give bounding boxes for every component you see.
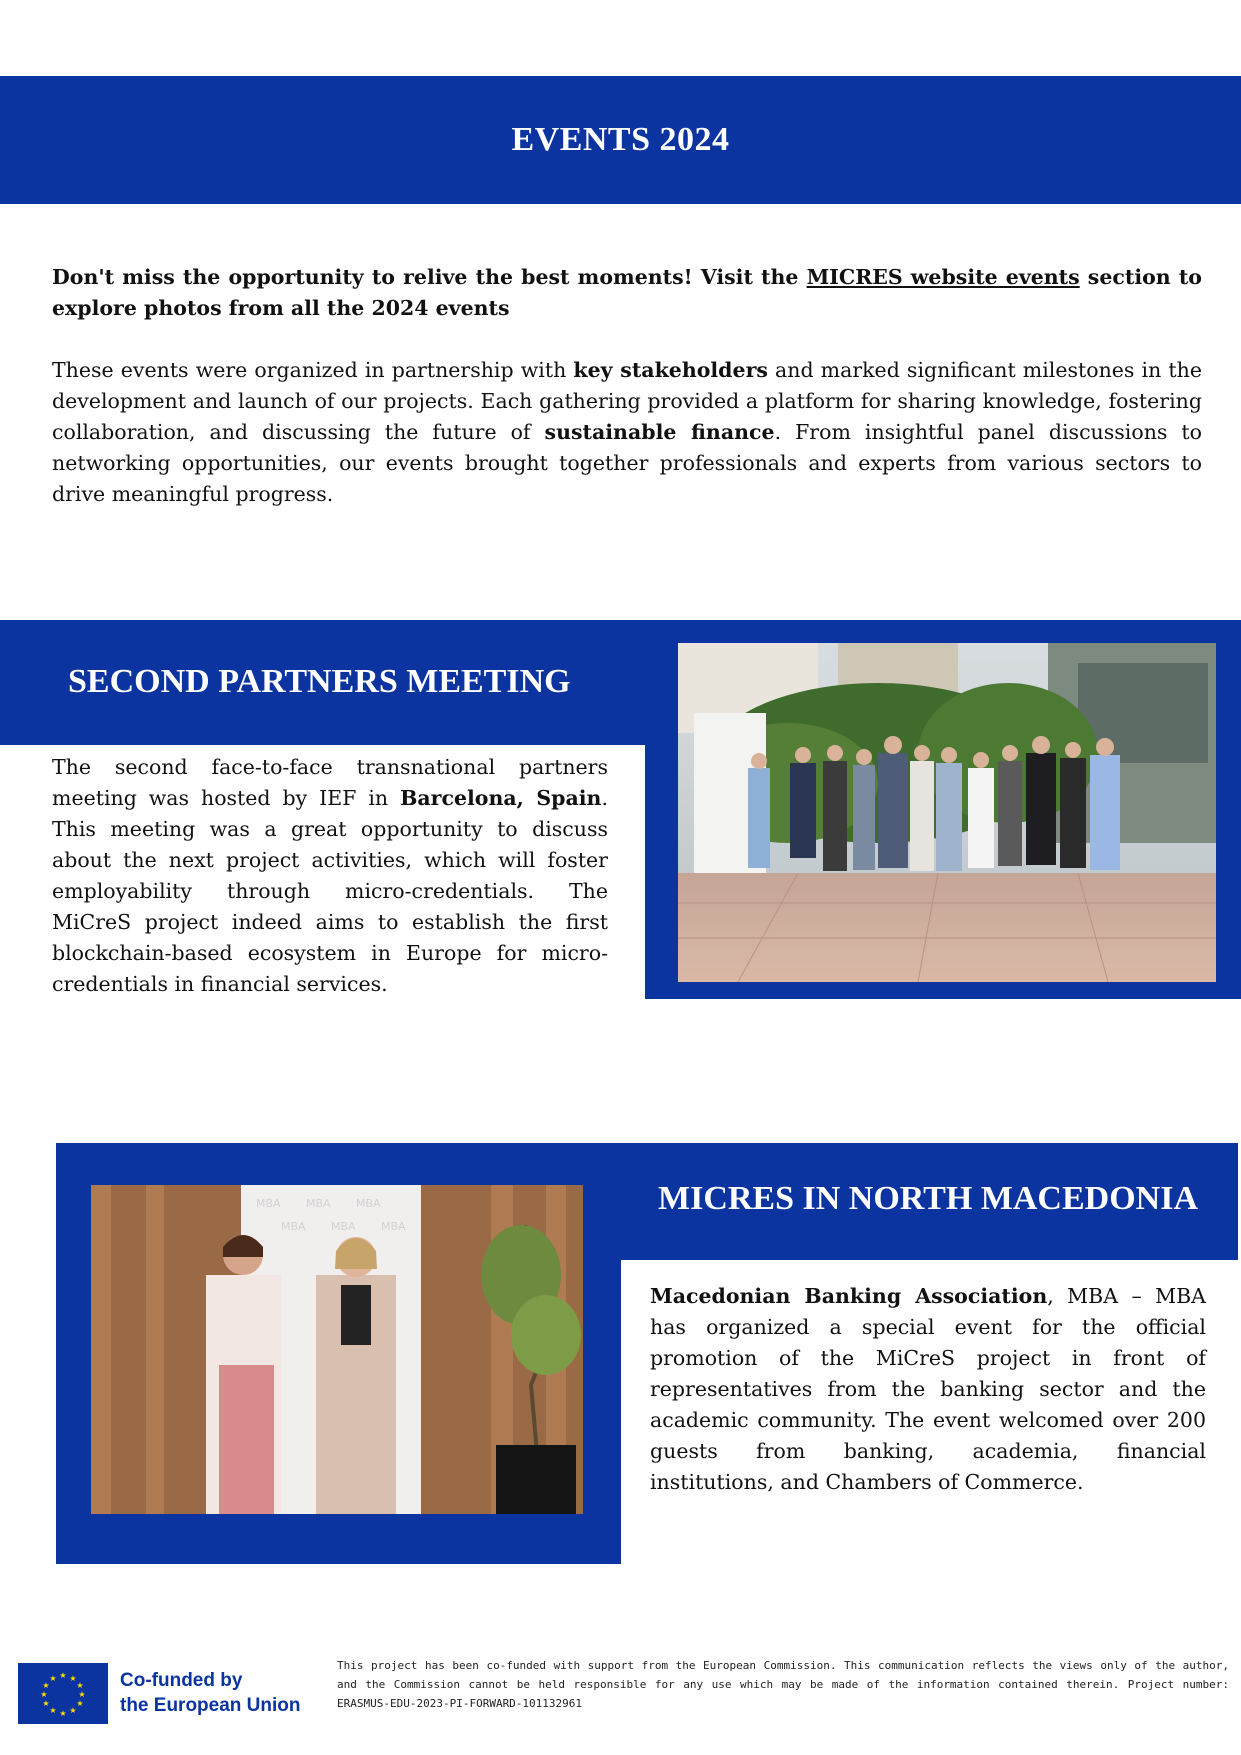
svg-text:★: ★ — [76, 1681, 84, 1690]
svg-text:MBA: MBA — [256, 1197, 281, 1210]
mba-event-photo — [91, 1185, 583, 1514]
eu-flag-icon — [18, 1663, 108, 1724]
second-meeting-text — [52, 752, 608, 1000]
second-meeting-text-a: The second face-to-face transnational partners meeting was hosted by IEF in — [52, 755, 608, 810]
disclaimer-text: This project has been co-funded with support from the European Commission. This communication reflects the views only of the author, and the Commission cannot be held responsible for any use which may be made of the information contained therein. Project number: ERASMUS-EDU-2023-PI-FORWARD-101132961 — [337, 1659, 1229, 1710]
partners-group-photo — [678, 643, 1216, 982]
events-banner — [0, 76, 1241, 204]
intro-text-3: . From insightful panel discussions to networking opportunities, our events brought together professionals and experts from various sectors to drive meaningful progress. — [52, 420, 1202, 506]
eu-cofunded-label — [120, 1668, 301, 1718]
svg-text:★: ★ — [42, 1681, 50, 1690]
intro-lead-text: Don't miss the opportunity to relive the best moments! Visit the — [52, 265, 807, 289]
intro-lead — [52, 262, 1202, 324]
second-meeting-location: Barcelona, Spain — [400, 786, 602, 810]
mba-name: Macedonian Banking Association — [650, 1284, 1048, 1308]
svg-text:MBA: MBA — [381, 1220, 406, 1233]
svg-text:MBA: MBA — [281, 1220, 306, 1233]
svg-text:MBA: MBA — [331, 1220, 356, 1233]
north-macedonia-text-a: , MBA – MBA has organized a special event for the official promotion of the MiCreS project in front of representatives from the banking sector and the academic community. The event welcomed over 200 guests from banking, academia, financial institutions, and Chambers of Commerce. — [650, 1284, 1206, 1494]
intro-bold-finance: sustainable finance — [544, 420, 775, 444]
intro-bold-stakeholders: key stakeholders — [573, 358, 768, 382]
eu-label-line1: Co-funded by — [120, 1670, 243, 1691]
eu-label-line2: the European Union — [120, 1695, 301, 1716]
svg-text:★: ★ — [49, 1706, 57, 1715]
svg-text:★: ★ — [59, 1709, 67, 1718]
svg-text:★: ★ — [59, 1671, 67, 1680]
page-title: EVENTS 2024 — [511, 121, 730, 158]
svg-text:★: ★ — [42, 1699, 50, 1708]
intro-text-1: These events were organized in partnership with — [52, 358, 574, 382]
second-meeting-title: SECOND PARTNERS MEETING — [68, 663, 571, 700]
svg-text:★: ★ — [49, 1674, 57, 1683]
intro-section — [52, 262, 1202, 541]
intro-lead-text-end: section to explore photos from all the 2024 events — [52, 265, 1202, 320]
north-macedonia-title: MICRES IN NORTH MACEDONIA — [658, 1180, 1198, 1217]
svg-text:★: ★ — [40, 1690, 48, 1699]
svg-text:MBA: MBA — [356, 1197, 381, 1210]
svg-text:★: ★ — [69, 1706, 77, 1715]
intro-text-2: and marked significant milestones in the development and launch of our projects. Each gathering provided a platform for sharing knowledge, fostering collaboration, and discussing the future of — [52, 358, 1203, 444]
svg-text:★: ★ — [69, 1674, 77, 1683]
north-macedonia-text — [650, 1281, 1206, 1498]
micres-events-link[interactable]: MICRES website events — [806, 265, 1080, 289]
svg-text:MBA: MBA — [306, 1197, 331, 1210]
second-meeting-text-b: . This meeting was a great opportunity to discuss about the next project activities, which will foster employability through micro-credentials. The MiCreS project indeed aims to establish the first blockchain-based ecosystem in Europe for micro-credentials in financial services. — [52, 786, 608, 996]
svg-text:★: ★ — [76, 1699, 84, 1708]
intro-paragraph — [52, 355, 1202, 510]
svg-text:★: ★ — [78, 1690, 86, 1699]
